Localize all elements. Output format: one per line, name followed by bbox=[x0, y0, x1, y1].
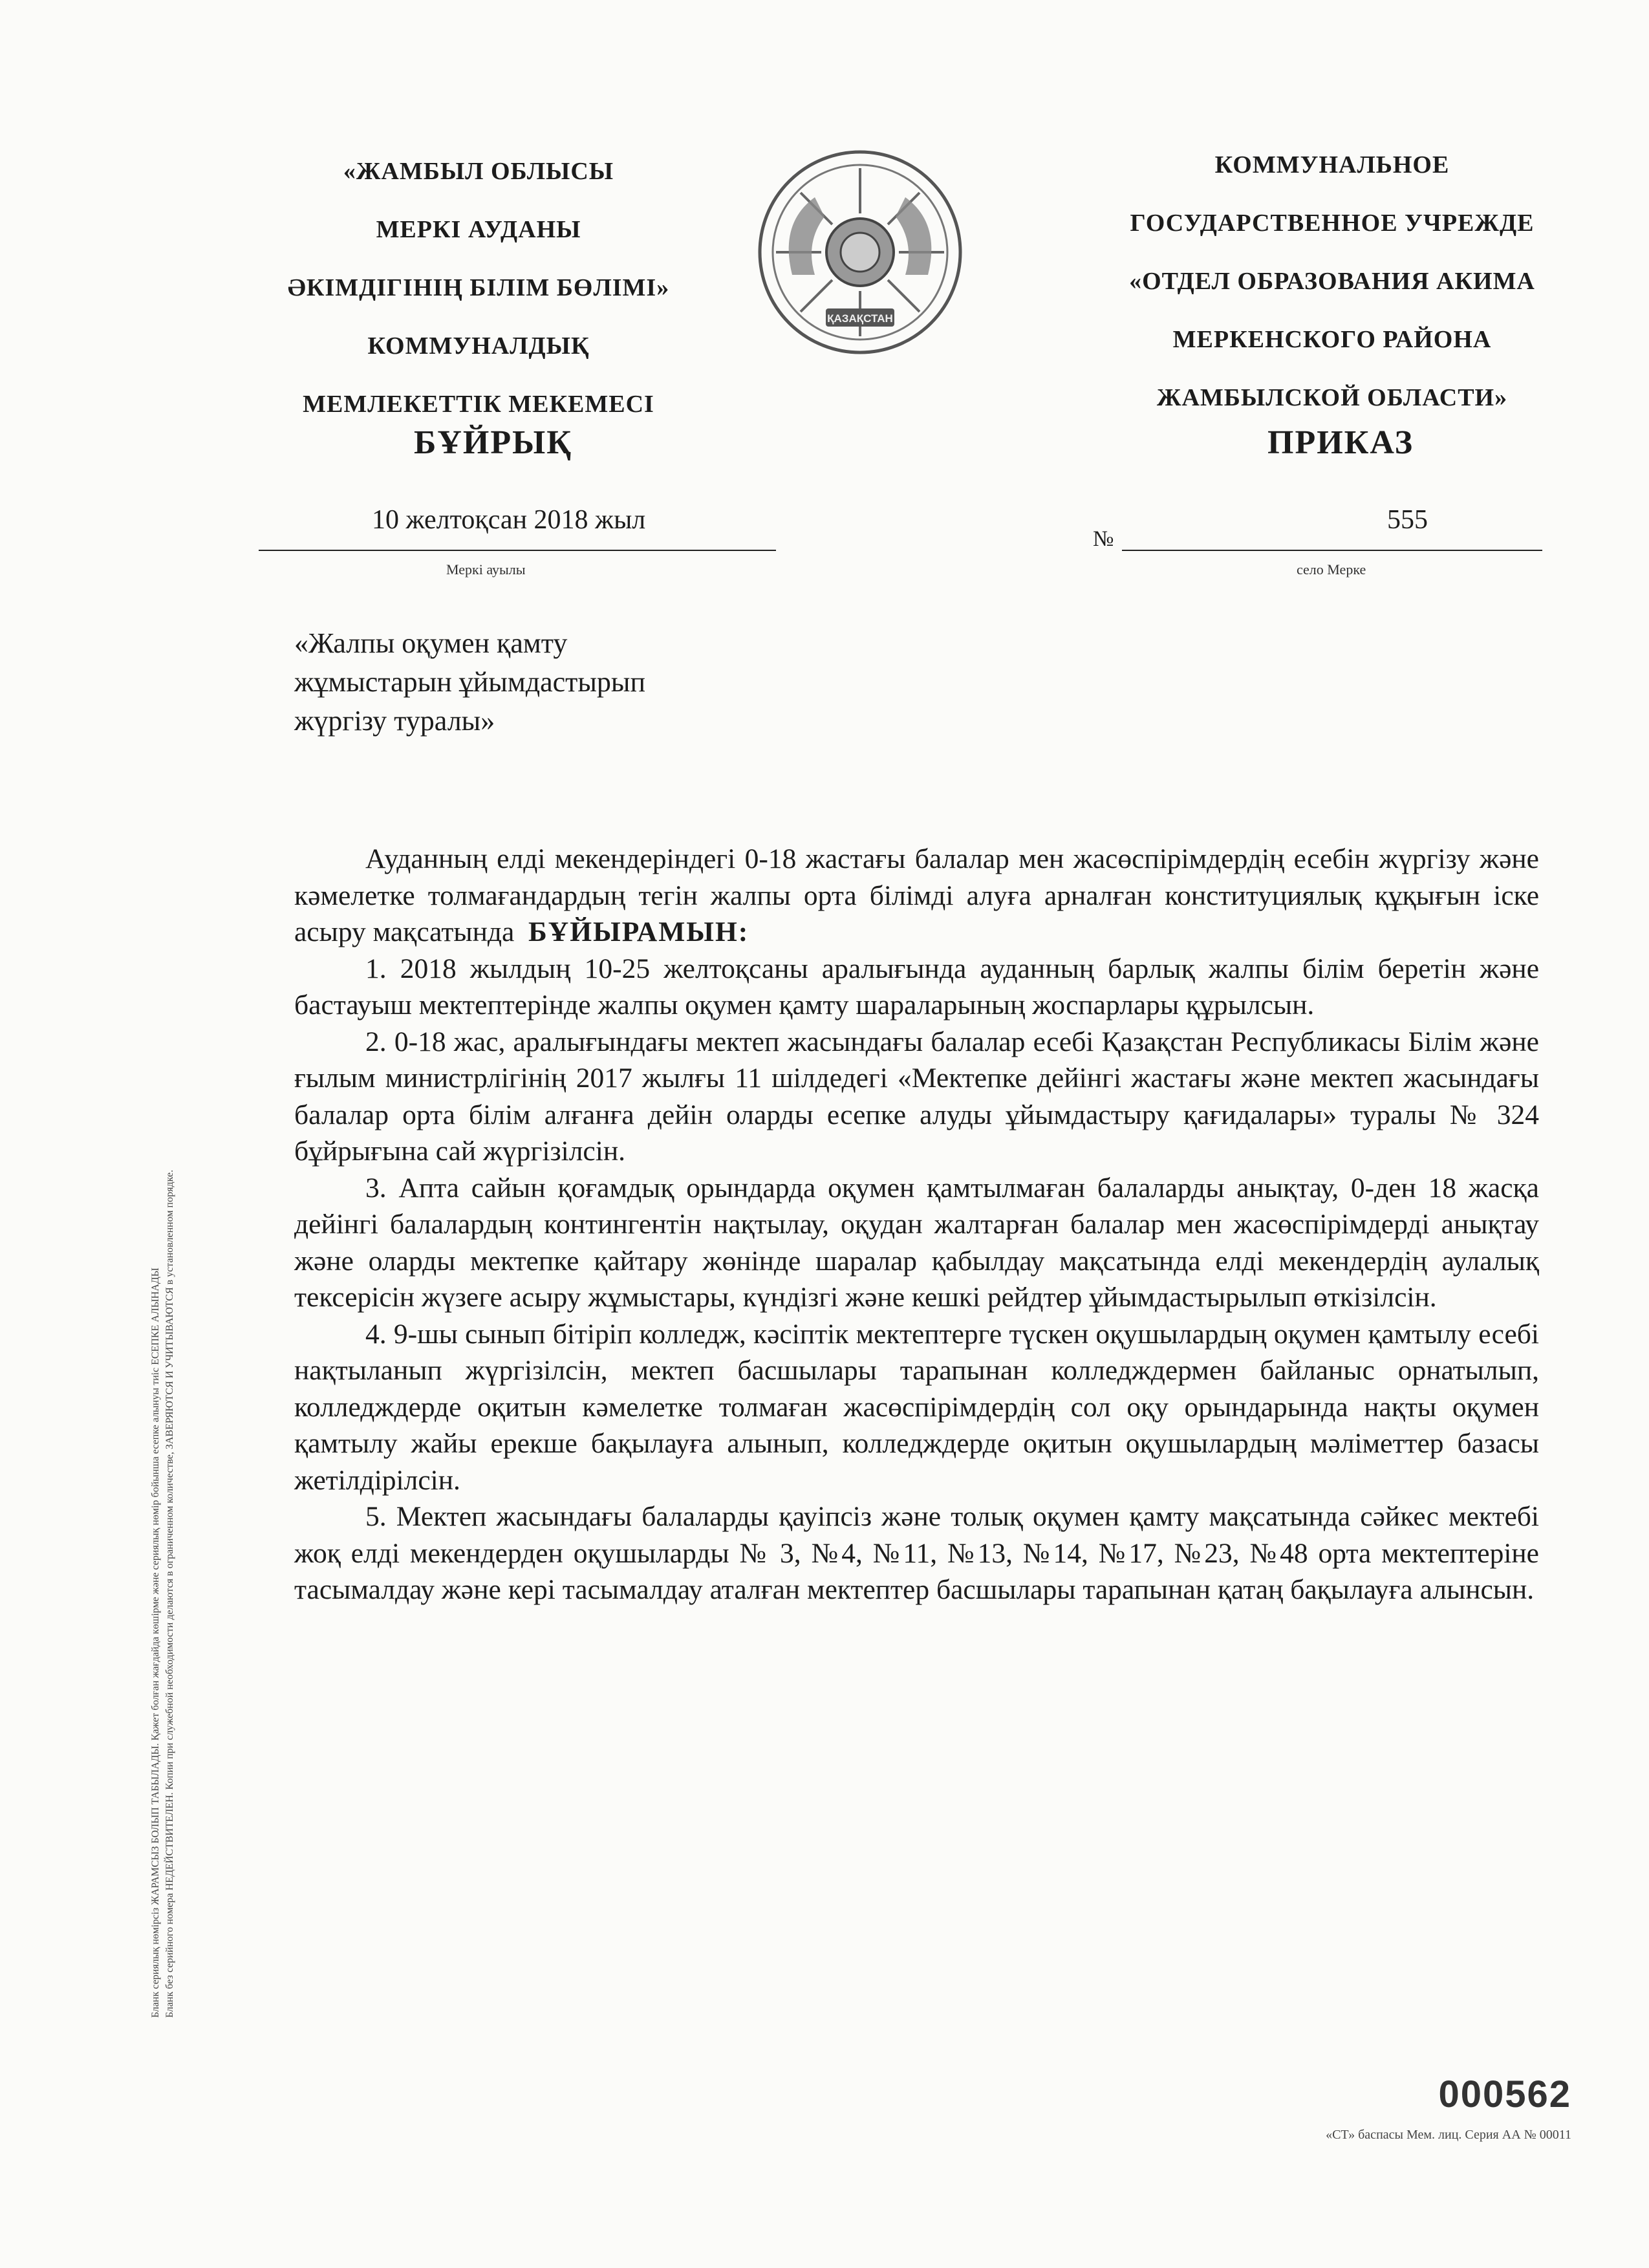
side-note bbox=[149, 737, 177, 2018]
printer-info: «СТ» баспасы Мем. лиц. Серия АА № 00011 bbox=[1326, 2128, 1571, 2142]
body-item-4: 4. 9-шы сынып бітіріп колледж, кәсіптік мектептерге түскен оқушылардың оқумен қамтылу есебі нақтыланып жүргізілсін, мектеп басшылары тарапынан колледждермен байланыс орнатылып, колледждерде оқитын кәмелетке толмаған жасөспірімдердің сол оқу орындарында нақты оқумен қамтылу жайы ерекше бақылауға алынып, колледждерде оқитын оқушылардың мәліметтер базасы жетілдірілсін. bbox=[294, 1318, 1539, 1496]
state-emblem-icon bbox=[753, 146, 967, 359]
blank-serial-number: 000562 bbox=[1438, 2073, 1571, 2115]
number-rule bbox=[1122, 550, 1542, 551]
place-ru: село Мерке bbox=[1297, 561, 1366, 578]
header-kz bbox=[246, 142, 711, 433]
body-item-5: 5. Мектеп жасындағы балаларды қауіпсіз және толық оқумен қамту мақсатында сәйкес мектебі жоқ елді мекендерден оқушыларды № 3, №4, №11, №13, №14, №17, №23, №48 орта мектептеріне тасымалдау және кері тасымалдау аталған мектептер басшылары тарапынан қатаң бақылауға алынсын. bbox=[294, 1501, 1539, 1605]
header-ru-line: ГОСУДАРСТВЕННОЕ УЧРЕЖДЕ bbox=[1130, 210, 1535, 237]
header-ru bbox=[1061, 136, 1604, 427]
title-line: жұмыстарын ұйымдастырып bbox=[294, 666, 646, 698]
decree-word: БҰЙЫРАМЫН: bbox=[528, 916, 749, 947]
order-word-ru: ПРИКАЗ bbox=[1267, 424, 1414, 461]
intro-text: Ауданның елді мекендеріндегі 0-18 жастағы балалар мен жасөспірімдердің есебін жүргізу және кәмелетке толмағандардың тегін жалпы орта білімді алуға арналған конституциялық құқығын іске асыру мақсатында bbox=[294, 843, 1539, 947]
order-body bbox=[294, 841, 1539, 1608]
order-word-kz: БҰЙРЫҚ bbox=[414, 424, 572, 461]
title-line: «Жалпы оқумен қамту bbox=[294, 627, 568, 659]
header-kz-line: «ЖАМБЫЛ ОБЛЫСЫ bbox=[343, 158, 614, 185]
header-ru-line: ЖАМБЫЛСКОЙ ОБЛАСТИ» bbox=[1156, 384, 1508, 411]
header-ru-line: «ОТДЕЛ ОБРАЗОВАНИЯ АКИМА bbox=[1129, 268, 1535, 295]
number-prefix: № bbox=[1093, 527, 1114, 551]
order-date: 10 желтоқсан 2018 жыл bbox=[372, 505, 646, 535]
header-kz-line: МЕРКІ АУДАНЫ bbox=[376, 216, 581, 243]
order-number: 555 bbox=[1387, 505, 1428, 535]
place-kz: Меркі ауылы bbox=[446, 561, 526, 578]
header-ru-line: КОММУНАЛЬНОЕ bbox=[1214, 151, 1450, 178]
header-kz-line: МЕМЛЕКЕТТІК МЕКЕМЕСІ bbox=[303, 391, 654, 418]
date-rule bbox=[259, 550, 776, 551]
side-note-line: Бланк без серийного номера НЕДЕЙСТВИТЕЛЕН. Копии при служебной необходимости делаются в ограниченном количестве, ЗАВЕРЯЮТСЯ И УЧИТЫВАЮТСЯ в установленном порядке. bbox=[164, 1169, 175, 2018]
header-ru-line: МЕРКЕНСКОГО РАЙОНА bbox=[1172, 326, 1492, 353]
title-line: жүргізу туралы» bbox=[294, 705, 495, 737]
header-kz-line: КОММУНАЛДЫҚ bbox=[367, 332, 590, 360]
order-title bbox=[294, 624, 812, 740]
emblem-label: ҚАЗАҚСТАН bbox=[827, 312, 893, 325]
side-note-line: Бланк сериялық нөмірсіз ЖАРАМСЫЗ БОЛЫП ТАБЫЛАДЫ. Қажет болған жағдайда көшірме және сериялық нөмір бойынша есепке алынуы тиіс ЕСЕПКЕ АЛЫНАДЫ bbox=[150, 1268, 161, 2018]
body-item-3: 3. Апта сайын қоғамдық орындарда оқумен қамтылмаған балаларды анықтау, 0-ден 18 жасқа дейінгі балалардың контингентін нақтылау, оқудан жалтарған балалар мен жасөспірімдерді анықтау және оларды мектепке қайтару жөнінде шаралар қабылдау мақсатында елді мекендердің аулалық тексерісін жүзеге асыру жұмыстары, күндізгі және кешкі рейдтер ұйымдастырылып өткізілсін. bbox=[294, 1172, 1539, 1313]
header-kz-line: ӘКІМДІГІНІҢ БІЛІМ БӨЛІМІ» bbox=[287, 274, 670, 301]
body-item-2: 2. 0-18 жас, аралығындағы мектеп жасындағы балалар есебі Қазақстан Республикасы Білім және ғылым министрлігінің 2017 жылғы 11 шілдедегі «Мектепке дейінгі жастағы және мектеп жасындағы балалар орта білім алғанға дейін оларды есепке алуды ұйымдастыру қағидалары» туралы № 324 бұйрығына сай жүргізілсін. bbox=[294, 1026, 1539, 1167]
body-item-1: 1. 2018 жылдың 10-25 желтоқсаны аралығында ауданның барлық жалпы білім беретін және бастауыш мектептерінде жалпы оқумен қамту шараларының жоспарлары құрылсын. bbox=[294, 953, 1539, 1021]
body-intro bbox=[294, 841, 1539, 951]
